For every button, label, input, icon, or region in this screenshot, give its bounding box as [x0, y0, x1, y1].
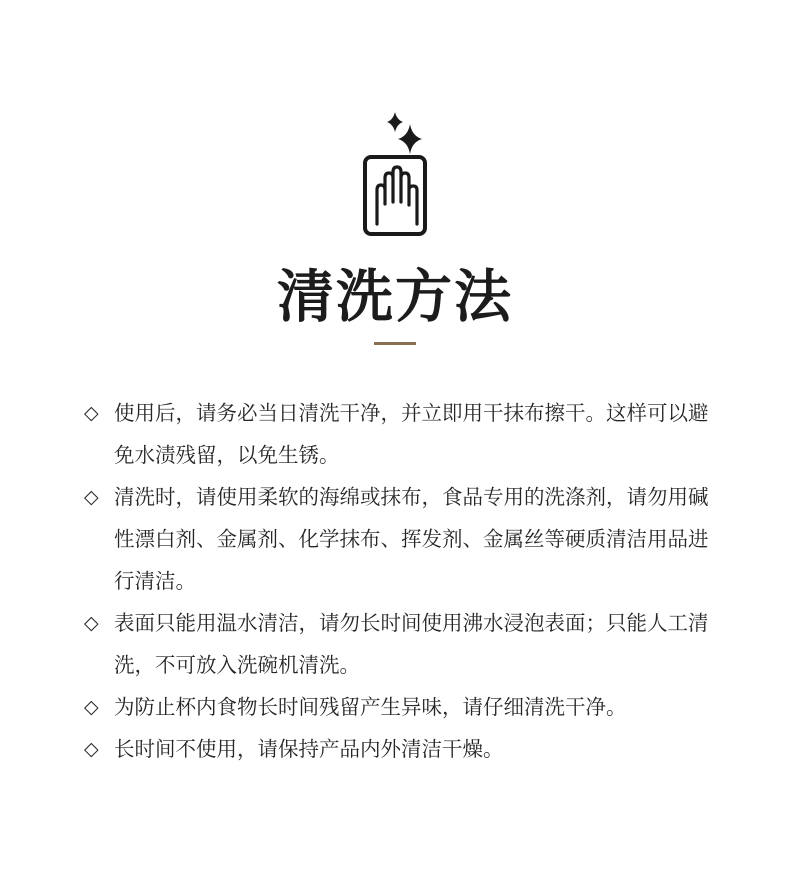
- diamond-bullet-icon: ◇: [84, 612, 99, 634]
- title-divider: [374, 342, 416, 345]
- list-item: [84, 476, 724, 602]
- hand-wipe-icon: [356, 106, 432, 242]
- diamond-bullet-icon: ◇: [84, 738, 99, 760]
- list-item: [84, 392, 724, 476]
- list-item: [84, 686, 724, 728]
- instruction-text: 表面只能用温水清洁，请勿长时间使用沸水浸泡表面；只能人工清洗，不可放入洗碗机清洗。: [114, 611, 709, 677]
- instruction-list: [84, 392, 724, 770]
- diamond-bullet-icon: ◇: [84, 696, 99, 718]
- page-title: 清洗方法: [277, 264, 513, 330]
- list-item: [84, 602, 724, 686]
- diamond-bullet-icon: ◇: [84, 486, 99, 508]
- list-item: [84, 728, 724, 770]
- diamond-bullet-icon: ◇: [84, 402, 99, 424]
- instruction-text: 清洗时，请使用柔软的海绵或抹布，食品专用的洗涤剂，请勿用碱性漂白剂、金属剂、化学抹布、挥发剂、金属丝等硬质清洁用品进行清洁。: [114, 485, 709, 593]
- instruction-text: 为防止杯内食物长时间残留产生异味，请仔细清洗干净。: [114, 695, 627, 719]
- instruction-text: 长时间不使用，请保持产品内外清洁干燥。: [114, 737, 504, 761]
- instruction-text: 使用后，请务必当日清洗干净，并立即用干抹布擦干。这样可以避免水渍残留，以免生锈。: [114, 401, 709, 467]
